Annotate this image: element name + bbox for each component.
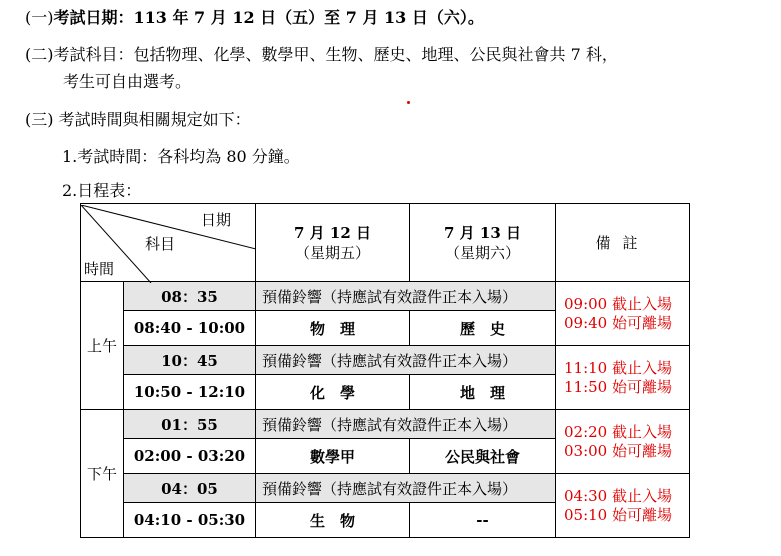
exam-date-value: 113 年 7 月 12 日（五）至 7 月 13 日（六）。: [133, 8, 484, 27]
note-entry-deadline: 04:30 截止入場: [564, 486, 672, 505]
note-exit-time: 11:50 始可離場: [564, 377, 672, 396]
corner-subject-label: 科目: [145, 234, 176, 253]
corner-time-label: 時間: [84, 259, 115, 278]
header-day2: [410, 204, 556, 282]
exam-date-label: 考試日期：: [53, 8, 134, 27]
item-exam-date: [25, 8, 484, 28]
subject-day1: 化 學: [256, 375, 410, 410]
note-entry-deadline: 02:20 截止入場: [564, 422, 672, 441]
exam-time: 10:50 - 12:10: [124, 375, 256, 410]
header-note: 備註: [556, 204, 690, 282]
corner-date-label: 日期: [201, 210, 232, 229]
note-entry-deadline: 09:00 截止入場: [564, 294, 672, 313]
item-marker: (二): [25, 45, 54, 64]
exam-time: 04:10 - 05:30: [124, 503, 256, 538]
bell-time: 04：05: [124, 474, 256, 503]
bell-time: 01：55: [124, 410, 256, 439]
subject-day2: 地 理: [410, 375, 556, 410]
bell-text: 預備鈴響（持應試有效證件正本入場）: [256, 410, 556, 439]
note-cell: [556, 410, 690, 474]
exam-time: 08:40 - 10:00: [124, 311, 256, 346]
subject-day2: 歷 史: [410, 311, 556, 346]
schedule-table: [80, 203, 690, 538]
table-row: [81, 410, 690, 439]
item-marker: (三): [25, 110, 54, 129]
table-row: [81, 282, 690, 311]
subject-day2: --: [410, 503, 556, 538]
note-exit-time: 05:10 始可離場: [564, 505, 672, 524]
red-dot-mark: [407, 101, 410, 104]
table-row: [81, 346, 690, 375]
bell-time: 08：35: [124, 282, 256, 311]
bell-time: 10：45: [124, 346, 256, 375]
header-day1: [256, 204, 410, 282]
sub-item-schedule: 2.日程表：: [62, 181, 142, 200]
header-day2-date: 7 月 13 日: [444, 223, 521, 242]
table-row: [81, 474, 690, 503]
item-marker: (一): [25, 8, 54, 27]
item-time-rules: [25, 110, 251, 130]
note-exit-time: 03:00 始可離場: [564, 441, 672, 460]
corner-cell: [81, 204, 256, 282]
header-day1-weekday: （星期五）: [294, 243, 370, 262]
period-am: 上午: [81, 282, 124, 410]
subjects-text: 考試科目：包括物理、化學、數學甲、生物、歷史、地理、公民與社會共 7 科，: [53, 45, 618, 64]
note-cell: [556, 474, 690, 538]
subject-day2: 公民與社會: [410, 439, 556, 474]
sub-item-duration: 1.考試時間：各科均為 80 分鐘。: [62, 147, 300, 166]
subject-day1: 數學甲: [256, 439, 410, 474]
table-header-row: [81, 204, 690, 282]
subjects-text-cont: 考生可自由選考。: [63, 72, 192, 91]
exam-time: 02:00 - 03:20: [124, 439, 256, 474]
header-day1-date: 7 月 12 日: [294, 223, 371, 242]
bell-text: 預備鈴響（持應試有效證件正本入場）: [256, 474, 556, 503]
note-cell: [556, 346, 690, 410]
subject-day1: 生 物: [256, 503, 410, 538]
bell-text: 預備鈴響（持應試有效證件正本入場）: [256, 282, 556, 311]
subject-day1: 物 理: [256, 311, 410, 346]
item-subjects: [25, 45, 618, 65]
header-day2-weekday: （星期六）: [444, 243, 520, 262]
period-pm: 下午: [81, 410, 124, 538]
note-cell: [556, 282, 690, 346]
note-entry-deadline: 11:10 截止入場: [564, 358, 672, 377]
note-exit-time: 09:40 始可離場: [564, 313, 672, 332]
time-rules-text: 考試時間與相關規定如下：: [58, 110, 251, 129]
bell-text: 預備鈴響（持應試有效證件正本入場）: [256, 346, 556, 375]
